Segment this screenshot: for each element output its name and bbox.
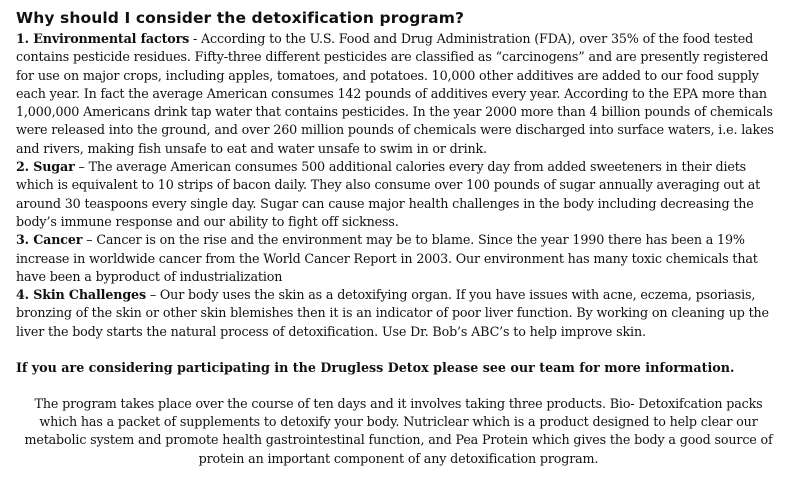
item-text: According to the U.S. Food and Drug Administration (FDA), over 35% of the food tested contains pesticide residues. Fifty-three different pesticides are classified as “carcinogens” and are presently registered for use on major crops, including apples, tomatoes, and potatoes. 10,000 other additives are added to our food supply each year. In fact the average American consumes 142 pounds of additives every year. According to the EPA more than 1,000,000 Americans drink tap water that contains pesticides. In the year 2000 more than 4 billion pounds of chemicals were released into the ground, and over 260 million pounds of chemicals were discharged into surface waters, i.e. lakes and rivers, making fish unsafe to eat and water unsafe to swim in or drink. xyxy=(16,31,774,156)
item-number: 4. xyxy=(16,287,34,303)
item-number: 3. xyxy=(16,232,34,248)
item-text: Our body uses the skin as a detoxifying organ. If you have issues with acne, eczema, psoriasis, bronzing of the skin or other skin blemishes then it is an indicator of poor liver function. By working on cleaning up the liver the body starts the natural process of detoxification. Use Dr. Bob’s ABC’s to help improve skin. xyxy=(16,287,769,339)
item-heading: Skin Challenges xyxy=(33,287,146,303)
item-separator: – xyxy=(82,232,97,248)
item-text: Cancer is on the rise and the environment may be to blame. Since the year 1990 there has been a 19% increase in worldwide cancer from the World Cancer Report in 2003. Our environment has many toxic chemicals that have been a byproduct of industrialization xyxy=(16,232,758,284)
program-description: The program takes place over the course of ten days and it involves taking three products. Bio- Detoxifcation packs which has a packet of supplements to detoxify your body. Nutriclear which is a product designed to help clear our metabolic system and promote health gastrointestinal function, and Pea Protein which gives the body a good source of protein an important component of any detoxification program. xyxy=(24,396,773,466)
item-separator: - xyxy=(189,31,202,46)
list-item-environmental-factors xyxy=(16,30,781,158)
document xyxy=(16,8,781,468)
item-heading: Cancer xyxy=(33,232,83,248)
list-item-cancer xyxy=(16,231,781,286)
page-title: Why should I consider the detoxification program? xyxy=(16,9,465,27)
item-heading: Environmental factors xyxy=(33,31,190,46)
item-heading: Sugar xyxy=(33,159,75,175)
item-text: The average American consumes 500 additional calories every day from added sweeteners in their diets which is equivalent to 10 strips of bacon daily. They also consume over 100 pounds of sugar annually averaging out at around 30 teaspoons every single day. Sugar can cause major health challenges in the body including decreasing the body’s immune response and our ability to fight off sickness. xyxy=(16,159,761,229)
item-separator: – xyxy=(145,287,160,303)
list-item-skin-challenges xyxy=(16,286,781,341)
spacer xyxy=(16,341,781,359)
item-number: 2. xyxy=(16,159,34,175)
spacer xyxy=(16,377,781,395)
item-number: 1. xyxy=(16,31,34,46)
item-separator: – xyxy=(74,159,89,175)
call-to-action: If you are considering participating in the Drugless Detox please see our team for more information. xyxy=(16,360,735,376)
list-item-sugar xyxy=(16,158,781,231)
